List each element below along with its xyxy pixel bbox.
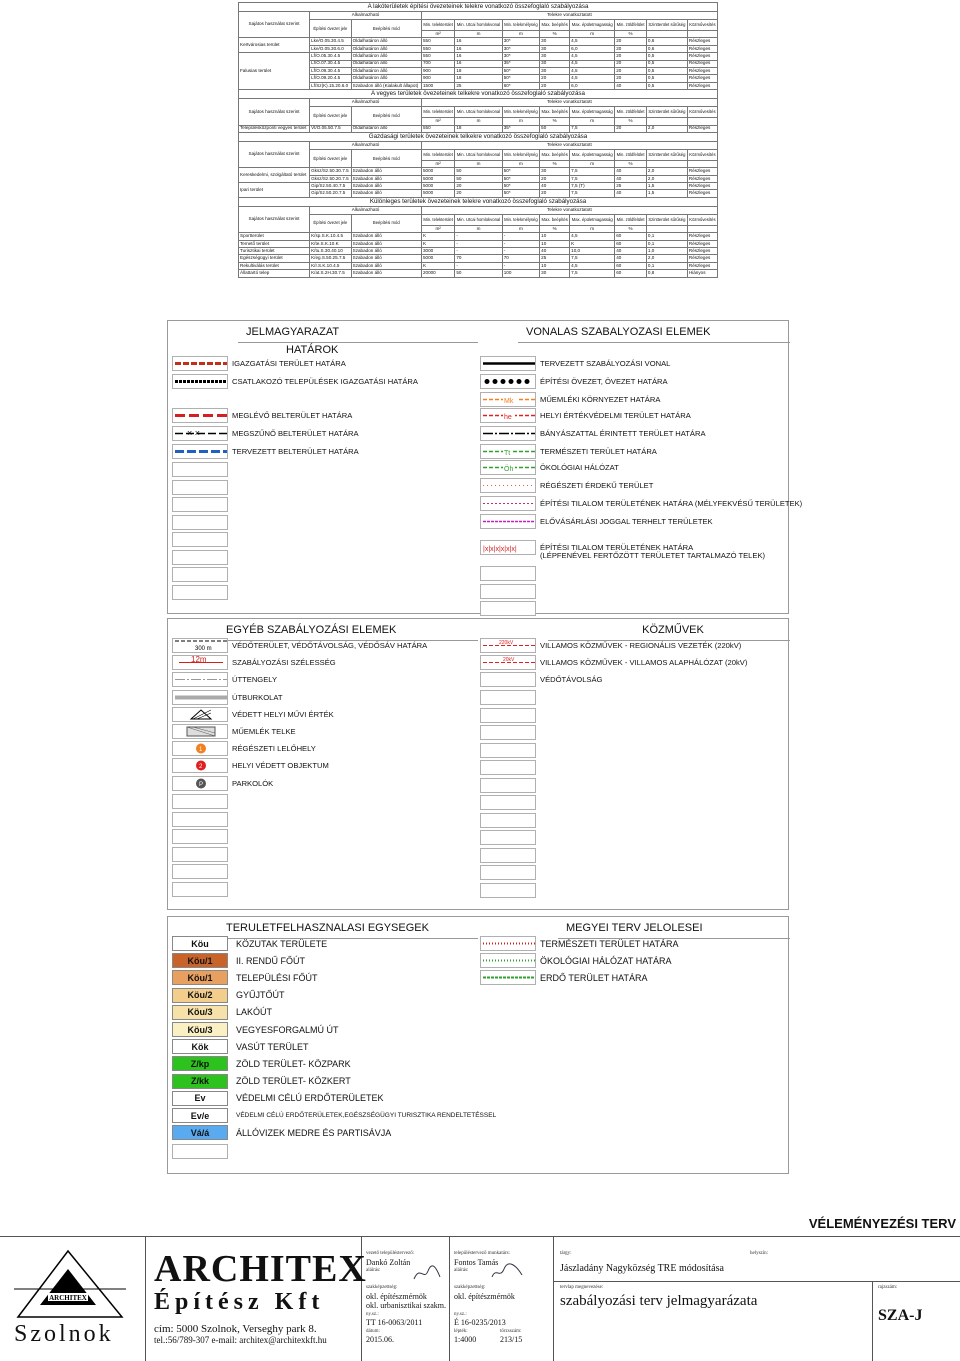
other-empty-5 xyxy=(172,881,232,898)
utility-title: KÖZMŰVEK xyxy=(548,619,790,641)
landuse-code: Köu/1 xyxy=(172,970,228,985)
lead-name: Dankó Zoltán xyxy=(366,1258,411,1267)
other-empty-5-symbol xyxy=(172,882,228,897)
linear-item-4-label: BÁNYÁSZATTAL ÉRINTETT TERÜLET HATÁRA xyxy=(540,429,706,438)
other-empty-4-symbol xyxy=(172,864,228,879)
firm-contact: tel.:56/789-307 e-mail: architex@architexkft.hu xyxy=(154,1335,327,1345)
other-item-2 xyxy=(172,671,277,688)
utility-empty-7-symbol xyxy=(480,813,536,828)
linear-item-7-symbol xyxy=(480,478,536,493)
svg-text:2: 2 xyxy=(199,764,203,771)
utility-item-0-label: VILLAMOS KÖZMŰVEK - REGIONÁLIS VEZETÉK (220kV) xyxy=(540,641,742,650)
linear-item-6-label: ÖKOLÓGIAI HÁLÓZAT xyxy=(540,463,619,472)
other-elements-panel xyxy=(167,618,789,910)
linear-item-4-symbol xyxy=(480,426,536,441)
svg-text:Mk: Mk xyxy=(504,398,514,405)
county-item-0 xyxy=(480,935,679,952)
lead-spec-2: okl. urbanisztikai szakm. xyxy=(366,1301,446,1310)
other-empty-0-symbol xyxy=(172,794,228,809)
co-spec: okl. építészmérnök xyxy=(454,1292,515,1301)
landuse-code: Köu/3 xyxy=(172,1005,228,1020)
border-empty-1-symbol xyxy=(172,480,228,495)
utility-empty-11 xyxy=(480,882,540,899)
utility-item-2-symbol xyxy=(480,672,536,687)
border-empty-2 xyxy=(172,496,232,513)
linear-empty-2-symbol xyxy=(480,601,536,616)
linear-item-1-symbol xyxy=(480,374,536,389)
landuse-code: Ev/e xyxy=(172,1108,228,1123)
utility-empty-2-symbol xyxy=(480,725,536,740)
landuse-code: Köu/3 xyxy=(172,1022,228,1037)
co-planner-area xyxy=(450,1237,554,1361)
landuse-label: KÖZUTAK TERÜLETE xyxy=(236,938,328,949)
utility-empty-1 xyxy=(480,707,540,724)
svg-text:20kV: 20kV xyxy=(503,657,515,664)
other-item-1-label: SZABÁLYOZÁSI SZÉLESSÉG xyxy=(232,658,336,668)
linear-item-6 xyxy=(480,459,619,476)
landuse-code: Köu/1 xyxy=(172,953,228,968)
landuse-code: Vá/á xyxy=(172,1125,228,1140)
drawno-label: rajzszám: xyxy=(878,1285,898,1290)
subject-label: tárgy: xyxy=(560,1251,572,1256)
other-item-5 xyxy=(172,723,296,740)
county-label: ERDŐ TERÜLET HATÁRA xyxy=(540,972,648,983)
landuse-label: ÁLLÓVIZEK MEDRE ÉS PARTISÁVJA xyxy=(236,1127,392,1138)
file-label: törzsszám: xyxy=(500,1329,522,1334)
linear-item-2-symbol xyxy=(480,392,536,407)
other-empty-1-symbol xyxy=(172,812,228,827)
utility-item-0-symbol xyxy=(480,638,536,653)
regulation-tables xyxy=(238,2,718,278)
date-label: dátum: xyxy=(366,1329,380,1334)
sheet-label: tervlap megnevezése: xyxy=(560,1285,604,1290)
linear-item-3-symbol xyxy=(480,408,536,423)
border-item-0 xyxy=(172,355,346,372)
logo-text: ARCHITEX xyxy=(49,1294,87,1302)
landuse-label: VÉDELMI CÉLÚ ERDŐTERÜLETEK xyxy=(236,1093,384,1104)
linear-empty-1 xyxy=(480,583,540,600)
landuse-item-5 xyxy=(172,1021,339,1038)
plan-status: VÉLEMÉNYEZÉSI TERV xyxy=(808,1216,956,1231)
signature-icon xyxy=(412,1263,442,1283)
borders-title: HATÁROK xyxy=(286,344,339,356)
firm-name: ARCHITEX xyxy=(154,1248,367,1290)
border-empty-6-symbol xyxy=(172,567,228,582)
linear-item-5-symbol xyxy=(480,444,536,459)
scale-label: lépték: xyxy=(454,1329,468,1334)
linear-item-10-symbol xyxy=(480,540,536,555)
linear-item-3-label: HELYI ÉRTÉKVÉDELMI TERÜLET HATÁRA xyxy=(540,411,691,420)
lead-spec-1: okl. építészmérnök xyxy=(366,1292,427,1301)
linear-empty-1-symbol xyxy=(480,584,536,599)
border-empty-4 xyxy=(172,531,232,548)
border-empty-7-symbol xyxy=(172,585,228,600)
county-symbol xyxy=(480,970,536,985)
linear-empty-0 xyxy=(480,565,540,582)
landuse-label: GYŰJTŐÚT xyxy=(236,990,285,1001)
other-item-4-symbol xyxy=(172,707,228,722)
border-item-3 xyxy=(172,425,359,442)
border-empty-5 xyxy=(172,549,232,566)
svg-text:× ×: × × xyxy=(187,428,201,438)
county-title: MEGYEI TERV JELOLESEI xyxy=(558,917,790,939)
svg-text:220kV: 220kV xyxy=(499,640,514,646)
landuse-item-0 xyxy=(172,935,327,952)
other-empty-3-symbol xyxy=(172,847,228,862)
landuse-item-2 xyxy=(172,969,318,986)
subject: Jászladány Nagyközség TRE módosítása xyxy=(560,1263,724,1274)
border-empty-0 xyxy=(172,461,232,478)
other-empty-0 xyxy=(172,793,232,810)
linear-item-9-label: ELŐVÁSÁRLÁSI JOGGAL TERHELT TERÜLETEK xyxy=(540,517,713,526)
svg-text:12m: 12m xyxy=(191,655,207,665)
linear-item-8-label: ÉPÍTÉSI TILALOM TERÜLETÉNEK HATÁRA (MÉLYFEKVÉSŰ TERÜLETEK) xyxy=(540,499,803,508)
utility-item-1-symbol xyxy=(480,655,536,670)
other-item-2-symbol xyxy=(172,672,228,687)
linear-item-4 xyxy=(480,425,706,442)
co-sign-label: aláírás: xyxy=(454,1268,469,1273)
utility-item-1-label: VILLAMOS KÖZMŰVEK - VILLAMOS ALAPHÁLÓZAT (20kV) xyxy=(540,658,748,668)
svg-text:|x|x|x|x|x|x|: |x|x|x|x|x|x| xyxy=(483,546,517,553)
other-item-3 xyxy=(172,689,283,706)
border-empty-1 xyxy=(172,479,232,496)
regulation-table: A lakóterületek építési övezeteinek telekre vonatkozó összefoglaló szabályozása Sajátos használat szerint Alkalmazható Telekre vonatkoztatott Építési övezet jele Beépítési mód Min. telekterület Min. Utcai homlokvonal Min. telekmélység Max. beépítés Max. épületmagasság Min. zöldfelület Szintterület sűrűség Közművesítés m² m m % m % Kertvárosias terület Lke/O.05.30.4.5 Oldalhatáron álló 550 16 30* 30 4,5 20 0,6 Részleges Lke/O.05.30.6.0 Oldalhatáron álló 550 16 30* 30 6,0 20 0,6 Részleges Falusias terület Lf/O.05.30.4.5 Oldalhatáron álló 550 16 30* 30 4,5 20 0,5 Részleges Lf/O.07.30.4.5 Oldalhatáron álló 700 16 35* 30 4,5 20 0,5 Részleges Lf/O.09.30.4.5 Oldalhatáron álló 900 18 50* 30 4,5 20 0,5 Részleges Lf/O.09.20.4.5 Oldalhatáron álló 900 18 50* 20 4,5 20 0,5 Részleges Lf/Sz(K).15.20.6.0 Szabadon álló (Kialakult állapot) 1500 25 60* 20 6,0 40 0,5 Részleges A vegyes területek övezeteinek telkekre vonatkozó összefoglaló szabályozása Sajátos használat szerint Alkalmazható Telekre vonatkoztatott Építési övezet jele Beépítési mód Min. telekterület Min. Utcai homlokvonal Min. telekmélység Max. beépítés Max. épületmagasság Min. zöldfelület Szintterület sűrűség Közművesítés m² m m % m % Településközponti vegyes terület Vt/O.05.50.7.5 Oldalhatáron álló 550 18 35* 50 7,5 20 2,0 Részleges Gazdasági területek övezeteinek telkekre vonatkozó összefoglaló szabályozása Sajátos használat szerint Alkalmazható Telekre vonatkoztatott Építési övezet jele Beépítési mód Min. telekterület Min. Utcai homlokvonal Min. telekmélység Max. beépítés Max. épületmagasság Min. zöldfelület Szintterület sűrűség Közművesítés m² m m % m % Kereskedelmi, szolgáltató terület Gksz/Sz.50.30.7.5 Szabadon álló 5000 50 50* 30 7,5 40 2,0 Részleges Gksz/Sz.50.20.7.5 Szabadon álló 5000 50 50* 20 7,5 40 2,0 Részleges Ipari terület Gip/Sz.50.40.7.5 Szabadon álló 5000 20 50* 40 7,5 (T) 25 1,5 Részleges Gip/Sz.50.20.7.5 Szabadon álló 5000 20 50* 20 7,5 40 1,5 Részleges Különleges területek övezeteinek telekre vonatkozó összefoglaló szabályozása Sajátos használat szerint Alkalmazható Telekre vonatkoztatott Építési övezet jele Beépítési mód Min. telekterület Min. Utcai homlokvonal Min. telekmélység Max. beépítés Max. épületmagasság Min. zöldfelület Szintterület sűrűség Közművesítés m² m m % m % Sportterület K/sp.S.K.10.4.5 Szabadon álló K - - 10 4,5 60 0,1 Részleges Temető terület K/te.S.K.10.K Szabadon álló K - - 10 K 60 0,1 Részleges Turisztikai terület K/tu.S.30.40.10 Szabadon álló 3000 - - 40 10,0 40 1,0 Részleges Egészségügyi terület K/eg.S.50.25.7.5 Szabadon álló 5000 70 70 25 7,5 40 2,0 Részleges Rekultiválás terület K/r.S.K.10.4.5 Szabadon álló K - - 10 4,5 60 0,1 Részleges Állattartó telep K/at.S.2H.30.7.5 Szabadon álló 20000 50 100 30 7,5 60 0,8 Hiányos xyxy=(240,2,716,276)
landuse-item-3 xyxy=(172,987,285,1004)
utility-empty-5 xyxy=(480,777,540,794)
other-empty-2-symbol xyxy=(172,829,228,844)
landuse-item-4 xyxy=(172,1004,272,1021)
svg-text:he: he xyxy=(504,414,512,421)
linear-item-2 xyxy=(480,391,660,408)
linear-item-7-label: RÉGÉSZETI ÉRDEKŰ TERÜLET xyxy=(540,481,654,490)
utility-empty-7 xyxy=(480,812,540,829)
landuse-code: Kök xyxy=(172,1039,228,1054)
landuse-label: II. RENDŰ FŐÚT xyxy=(236,955,305,966)
landuse-code: Ev xyxy=(172,1091,228,1106)
lead-label: vezető településtervező: xyxy=(366,1251,415,1256)
border-item-4 xyxy=(172,443,359,460)
county-symbol xyxy=(480,953,536,968)
border-item-3-symbol xyxy=(172,426,228,441)
linear-item-5 xyxy=(480,443,657,460)
landuse-title: TERULETFELHASZNALASI EGYSEGEK xyxy=(218,917,478,939)
linear-item-1-label: ÉPÍTÉSI ÖVEZET, ÖVEZET HATÁRA xyxy=(540,377,668,386)
other-item-1 xyxy=(172,654,336,671)
utility-item-2-label: VÉDŐTÁVOLSÁG xyxy=(540,675,603,685)
border-empty-3 xyxy=(172,514,232,531)
other-item-5-symbol xyxy=(172,724,228,739)
other-item-4-label: VÉDETT HELYI MŰVI ÉRTÉK xyxy=(232,709,334,719)
other-item-7 xyxy=(172,757,329,774)
linear-item-11-label: (LÉPFENÉVEL FERTŐZÖTT TERÜLETET TARTALMAZÓ TELEK) xyxy=(540,551,766,560)
linear-empty-2 xyxy=(480,600,540,617)
landuse-label: VASÚT TERÜLET xyxy=(236,1041,309,1052)
linear-item-9 xyxy=(480,513,713,530)
border-empty-4-symbol xyxy=(172,532,228,547)
utility-empty-6-symbol xyxy=(480,795,536,810)
landuse-code: Köu xyxy=(172,936,228,951)
firm-address: cím: 5000 Szolnok, Verseghy park 8. xyxy=(154,1323,317,1335)
landuse-item-9 xyxy=(172,1090,384,1107)
border-item-1-symbol xyxy=(172,374,228,389)
linear-title: VONALAS SZABALYOZASI ELEMEK xyxy=(518,321,790,343)
svg-text:1: 1 xyxy=(199,747,203,754)
lead-reg-label: ny.sz.: xyxy=(366,1312,379,1317)
co-label: településtervező munkatárs: xyxy=(454,1251,510,1256)
utility-empty-4-symbol xyxy=(480,760,536,775)
linear-item-3 xyxy=(480,407,691,424)
svg-text:Tt: Tt xyxy=(504,450,511,457)
linear-item-1 xyxy=(480,373,668,390)
other-item-8-symbol xyxy=(172,776,228,791)
utility-item-0 xyxy=(480,637,741,654)
drawing-number: SZA-J xyxy=(878,1307,923,1324)
other-item-0 xyxy=(172,637,427,654)
legend-panel xyxy=(167,320,803,614)
other-item-6-symbol xyxy=(172,741,228,756)
linear-item-9-symbol xyxy=(480,514,536,529)
svg-text:300 m: 300 m xyxy=(195,646,212,652)
landuse-code: Z/kk xyxy=(172,1074,228,1089)
utility-empty-1-symbol xyxy=(480,708,536,723)
subject-area xyxy=(554,1237,960,1361)
other-item-0-label: VÉDŐTERÜLET, VÉDŐTÁVOLSÁG, VÉDŐSÁV HATÁRA xyxy=(232,641,428,650)
linear-item-10-label: ÉPÍTÉSI TILALOM TERÜLETÉNEK HATÁRA xyxy=(540,543,694,552)
landuse-label: TELEPÜLÉSI FŐÚT xyxy=(236,972,318,983)
other-empty-2 xyxy=(172,828,232,845)
linear-empty-0-symbol xyxy=(480,566,536,581)
co-reg-label: ny.sz.: xyxy=(454,1312,467,1317)
scale-value: 1:4000 xyxy=(454,1335,477,1344)
co-spec-label: szakképzettség: xyxy=(454,1285,486,1290)
other-empty-1 xyxy=(172,811,232,828)
county-symbol xyxy=(480,936,536,951)
linear-item-0-symbol xyxy=(480,356,536,371)
place-label: helyszín: xyxy=(750,1251,769,1256)
border-empty-5-symbol xyxy=(172,550,228,565)
other-item-8 xyxy=(172,775,273,792)
title-block xyxy=(0,1236,960,1360)
landuse-label: ZÖLD TERÜLET- KÖZKERT xyxy=(236,1076,351,1087)
other-item-6-label: RÉGÉSZETI LELŐHELY xyxy=(232,744,316,754)
utility-empty-0 xyxy=(480,689,540,706)
landuse-item-1 xyxy=(172,952,305,969)
landuse-empty-0-symbol xyxy=(172,1144,228,1159)
utility-empty-9-symbol xyxy=(480,848,536,863)
utility-item-2 xyxy=(480,671,602,688)
logo-area xyxy=(0,1237,146,1361)
linear-item-6-symbol xyxy=(480,460,536,475)
file-value: 213/15 xyxy=(500,1335,523,1344)
border-empty-0-symbol xyxy=(172,462,228,477)
border-item-4-label: TERVEZETT BELTERÜLET HATÁRA xyxy=(232,447,359,456)
landuse-label: LAKÓÚT xyxy=(236,1007,273,1018)
landuse-item-10 xyxy=(172,1107,496,1124)
linear-item-8-symbol xyxy=(480,496,536,511)
other-item-7-symbol xyxy=(172,758,228,773)
other-item-4 xyxy=(172,706,334,723)
architex-logo-icon xyxy=(10,1245,130,1323)
firm-sub: Építész Kft xyxy=(154,1289,325,1315)
linear-item-7 xyxy=(480,477,653,494)
utility-empty-3-symbol xyxy=(480,743,536,758)
county-item-2 xyxy=(480,969,648,986)
other-item-2-label: ÚTTENGELY xyxy=(232,675,278,685)
landuse-code: Köu/2 xyxy=(172,988,228,1003)
border-item-1 xyxy=(172,373,418,390)
other-empty-3 xyxy=(172,846,232,863)
utility-empty-6 xyxy=(480,794,540,811)
lead-reg: TT 16-0063/2011 xyxy=(366,1318,423,1327)
utility-empty-0-symbol xyxy=(480,690,536,705)
landuse-code: Z/kp xyxy=(172,1056,228,1071)
border-empty-7 xyxy=(172,584,232,601)
other-title: EGYÉB SZABÁLYOZÁSI ELEMEK xyxy=(218,619,478,641)
linear-item-2-label: MŰEMLÉKI KÖRNYEZET HATÁRA xyxy=(540,395,661,404)
other-item-3-label: ÚTBURKOLAT xyxy=(232,692,283,702)
landuse-panel xyxy=(167,916,789,1174)
other-item-7-label: HELYI VÉDETT OBJEKTUM xyxy=(232,761,329,771)
utility-empty-5-symbol xyxy=(480,778,536,793)
linear-item-0-label: TERVEZETT SZABÁLYOZÁSI VONAL xyxy=(540,359,671,368)
legend-title: JELMAGYARAZAT xyxy=(238,321,478,343)
landuse-empty-0 xyxy=(172,1143,232,1160)
co-name: Fontos Tamás xyxy=(454,1258,499,1267)
county-item-1 xyxy=(480,952,672,969)
lead-sign-label: aláírás: xyxy=(366,1268,381,1273)
border-item-4-symbol xyxy=(172,444,228,459)
svg-text:Öh: Öh xyxy=(504,466,514,473)
landuse-item-11 xyxy=(172,1124,391,1141)
border-item-3-label: MEGSZŰNŐ BELTERÜLET HATÁRA xyxy=(232,429,359,438)
county-label: ÖKOLÓGIAI HÁLÓZAT HATÁRA xyxy=(540,955,672,966)
landuse-item-8 xyxy=(172,1073,351,1090)
utility-empty-2 xyxy=(480,724,540,741)
svg-text:P: P xyxy=(199,781,204,788)
border-empty-3-symbol xyxy=(172,515,228,530)
linear-item-8 xyxy=(480,495,802,512)
other-item-6 xyxy=(172,740,316,757)
linear-item-0 xyxy=(480,355,670,372)
other-item-8-label: PARKOLÓK xyxy=(232,778,274,788)
utility-empty-10 xyxy=(480,864,540,881)
border-empty-2-symbol xyxy=(172,497,228,512)
utility-empty-11-symbol xyxy=(480,883,536,898)
utility-empty-9 xyxy=(480,847,540,864)
lead-spec-label: szakképzettség: xyxy=(366,1285,398,1290)
lead-planner-area xyxy=(362,1237,450,1361)
landuse-label: ZÖLD TERÜLET- KÖZPARK xyxy=(236,1058,351,1069)
utility-item-1 xyxy=(480,654,747,671)
landuse-item-7 xyxy=(172,1055,351,1072)
landuse-label: VEGYESFORGALMÚ ÚT xyxy=(236,1024,339,1035)
utility-empty-8 xyxy=(480,829,540,846)
border-item-0-label: IGAZGATÁSI TERÜLET HATÁRA xyxy=(232,359,346,368)
other-item-3-symbol xyxy=(172,690,228,705)
utility-empty-3 xyxy=(480,742,540,759)
border-item-1-label: CSATLAKOZÓ TELEPÜLÉSEK IGAZGATÁSI HATÁRA xyxy=(232,377,418,386)
border-item-2 xyxy=(172,407,352,424)
firm-area xyxy=(146,1237,367,1361)
utility-empty-10-symbol xyxy=(480,865,536,880)
landuse-label: VÉDELMI CÉLÚ ERDŐTERÜLETEK,EGÉSZSÉGÜGYI TURISZTIKA RENDELTETÉSSEL xyxy=(236,1112,497,1119)
border-item-2-symbol xyxy=(172,408,228,423)
border-item-0-symbol xyxy=(172,356,228,371)
landuse-item-6 xyxy=(172,1038,309,1055)
date-value: 2015.06. xyxy=(366,1335,394,1344)
border-item-2-label: MEGLÉVŐ BELTERÜLET HATÁRA xyxy=(232,411,353,420)
other-item-0-symbol xyxy=(172,638,228,653)
other-empty-4 xyxy=(172,863,232,880)
signature-icon xyxy=(490,1263,524,1283)
utility-empty-4 xyxy=(480,759,540,776)
linear-item-5-label: TERMÉSZETI TERÜLET HATÁRA xyxy=(540,447,657,456)
border-empty-6 xyxy=(172,566,232,583)
sheet-title: szabályozási terv jelmagyarázata xyxy=(560,1293,758,1309)
utility-empty-8-symbol xyxy=(480,830,536,845)
co-reg: É 16-0235/2013 xyxy=(454,1318,506,1327)
county-label: TERMÉSZETI TERÜLET HATÁRA xyxy=(540,938,679,949)
other-item-5-label: MŰEMLÉK TELKE xyxy=(232,727,296,736)
city-name: Szolnok xyxy=(14,1321,114,1347)
other-item-1-symbol xyxy=(172,655,228,670)
